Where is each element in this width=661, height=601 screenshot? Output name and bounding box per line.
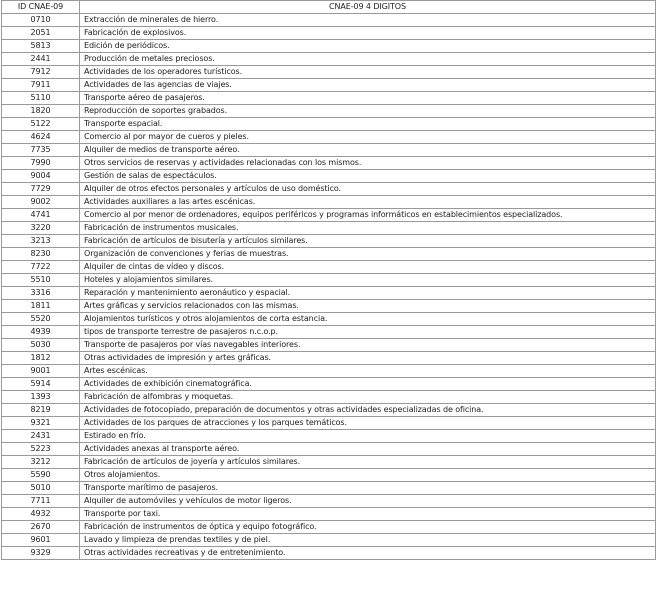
cnae-id-cell: 2431 — [2, 430, 80, 443]
table-row — [2, 170, 656, 183]
cnae-description-cell: Actividades de las agencias de viajes. — [80, 79, 656, 92]
table-row — [2, 66, 656, 79]
cnae-id-cell: 2670 — [2, 521, 80, 534]
table-row — [2, 508, 656, 521]
table-row — [2, 131, 656, 144]
table-row — [2, 287, 656, 300]
cnae-description-cell: Otros servicios de reservas y actividades relacionadas con los mismos. — [80, 157, 656, 170]
table-row — [2, 196, 656, 209]
cnae-id-cell: 5914 — [2, 378, 80, 391]
table-header — [2, 1, 656, 14]
cnae-description-cell: Fabricación de alfombras y moquetas. — [80, 391, 656, 404]
table-row — [2, 118, 656, 131]
cnae-id-cell: 7911 — [2, 79, 80, 92]
cnae-description-cell: Transporte aéreo de pasajeros. — [80, 92, 656, 105]
table-row — [2, 261, 656, 274]
cnae-id-cell: 1812 — [2, 352, 80, 365]
cnae-id-cell: 3220 — [2, 222, 80, 235]
table-row — [2, 79, 656, 92]
cnae-description-cell: Artes escénicas. — [80, 365, 656, 378]
cnae-description-cell: Alquiler de cintas de vídeo y discos. — [80, 261, 656, 274]
cnae-description-cell: Organización de convenciones y ferias de muestras. — [80, 248, 656, 261]
cnae-description-cell: Actividades de fotocopiado, preparación de documentos y otras actividades especializadas de oficina. — [80, 404, 656, 417]
cnae-id-cell: 3316 — [2, 287, 80, 300]
cnae-id-cell: 2051 — [2, 27, 80, 40]
table-row — [2, 391, 656, 404]
table-row — [2, 547, 656, 560]
table-row — [2, 40, 656, 53]
cnae-description-cell: Alquiler de medios de transporte aéreo. — [80, 144, 656, 157]
cnae-id-cell: 9001 — [2, 365, 80, 378]
cnae-id-cell: 5030 — [2, 339, 80, 352]
cnae-description-cell: Fabricación de explosivos. — [80, 27, 656, 40]
table-row — [2, 495, 656, 508]
cnae-description-cell: Reparación y mantenimiento aeronáutico y espacial. — [80, 287, 656, 300]
cnae-id-cell: 7912 — [2, 66, 80, 79]
cnae-id-cell: 0710 — [2, 14, 80, 27]
cnae-id-cell: 7735 — [2, 144, 80, 157]
table-row — [2, 53, 656, 66]
table-row — [2, 27, 656, 40]
cnae-description-cell: Actividades auxiliares a las artes escénicas. — [80, 196, 656, 209]
table-row — [2, 482, 656, 495]
cnae-description-cell: Comercio al por menor de ordenadores, equipos periféricos y programas informáticos en establecimientos especializados. — [80, 209, 656, 222]
cnae-description-cell: Otras actividades de impresión y artes gráficas. — [80, 352, 656, 365]
table-row — [2, 352, 656, 365]
table-row — [2, 105, 656, 118]
cnae-description-cell: Alquiler de otros efectos personales y artículos de uso doméstico. — [80, 183, 656, 196]
cnae-description-cell: Actividades de los operadores turísticos. — [80, 66, 656, 79]
column-header-description: CNAE-09 4 DIGITOS — [80, 1, 656, 14]
table-row — [2, 157, 656, 170]
table-row — [2, 404, 656, 417]
cnae-id-cell: 1811 — [2, 300, 80, 313]
table-row — [2, 443, 656, 456]
cnae-id-cell: 5223 — [2, 443, 80, 456]
cnae-description-cell: Otras actividades recreativas y de entretenimiento. — [80, 547, 656, 560]
header-row — [2, 1, 656, 14]
cnae-id-cell: 4932 — [2, 508, 80, 521]
cnae-id-cell: 5520 — [2, 313, 80, 326]
cnae-id-cell: 5590 — [2, 469, 80, 482]
column-header-id: ID CNAE-09 — [2, 1, 80, 14]
cnae-description-cell: Artes gráficas y servicios relacionados con las mismas. — [80, 300, 656, 313]
cnae-id-cell: 7990 — [2, 157, 80, 170]
cnae-id-cell: 4624 — [2, 131, 80, 144]
cnae-id-cell: 7722 — [2, 261, 80, 274]
cnae-id-cell: 9329 — [2, 547, 80, 560]
cnae-id-cell: 5122 — [2, 118, 80, 131]
cnae-id-cell: 9002 — [2, 196, 80, 209]
table-row — [2, 248, 656, 261]
cnae-description-cell: Alquiler de automóviles y vehículos de motor ligeros. — [80, 495, 656, 508]
cnae-id-cell: 3212 — [2, 456, 80, 469]
table-row — [2, 365, 656, 378]
table-row — [2, 521, 656, 534]
table-row — [2, 183, 656, 196]
cnae-table-container — [1, 0, 655, 560]
cnae-description-cell: Edición de periódicos. — [80, 40, 656, 53]
cnae-id-cell: 4939 — [2, 326, 80, 339]
cnae-description-cell: Otros alojamientos. — [80, 469, 656, 482]
cnae-description-cell: Transporte por taxi. — [80, 508, 656, 521]
cnae-description-cell: Actividades de exhibición cinematográfica. — [80, 378, 656, 391]
cnae-id-cell: 4741 — [2, 209, 80, 222]
cnae-id-cell: 8219 — [2, 404, 80, 417]
cnae-table — [1, 0, 656, 560]
cnae-id-cell: 2441 — [2, 53, 80, 66]
table-row — [2, 144, 656, 157]
table-row — [2, 222, 656, 235]
table-row — [2, 313, 656, 326]
table-row — [2, 430, 656, 443]
cnae-description-cell: Comercio al por mayor de cueros y pieles. — [80, 131, 656, 144]
cnae-description-cell: Lavado y limpieza de prendas textiles y de piel. — [80, 534, 656, 547]
table-row — [2, 469, 656, 482]
cnae-id-cell: 9004 — [2, 170, 80, 183]
cnae-description-cell: Extracción de minerales de hierro. — [80, 14, 656, 27]
table-row — [2, 378, 656, 391]
cnae-description-cell: Transporte marítimo de pasajeros. — [80, 482, 656, 495]
cnae-id-cell: 7711 — [2, 495, 80, 508]
cnae-description-cell: Fabricación de instrumentos musicales. — [80, 222, 656, 235]
cnae-description-cell: Estirado en frío. — [80, 430, 656, 443]
cnae-id-cell: 1393 — [2, 391, 80, 404]
cnae-id-cell: 3213 — [2, 235, 80, 248]
table-row — [2, 456, 656, 469]
cnae-description-cell: Reproducción de soportes grabados. — [80, 105, 656, 118]
cnae-id-cell: 5010 — [2, 482, 80, 495]
table-row — [2, 300, 656, 313]
table-row — [2, 209, 656, 222]
cnae-id-cell: 5110 — [2, 92, 80, 105]
cnae-id-cell: 7729 — [2, 183, 80, 196]
cnae-description-cell: Producción de metales preciosos. — [80, 53, 656, 66]
table-row — [2, 534, 656, 547]
cnae-id-cell: 8230 — [2, 248, 80, 261]
cnae-description-cell: Transporte de pasajeros por vías navegables interiores. — [80, 339, 656, 352]
table-row — [2, 235, 656, 248]
cnae-id-cell: 5813 — [2, 40, 80, 53]
cnae-description-cell: Alojamientos turísticos y otros alojamientos de corta estancia. — [80, 313, 656, 326]
cnae-description-cell: Transporte espacial. — [80, 118, 656, 131]
cnae-description-cell: Actividades anexas al transporte aéreo. — [80, 443, 656, 456]
cnae-id-cell: 9601 — [2, 534, 80, 547]
table-row — [2, 339, 656, 352]
cnae-description-cell: tipos de transporte terrestre de pasajeros n.c.o.p. — [80, 326, 656, 339]
cnae-description-cell: Fabricación de artículos de bisutería y artículos similares. — [80, 235, 656, 248]
table-row — [2, 92, 656, 105]
table-row — [2, 417, 656, 430]
table-row — [2, 274, 656, 287]
cnae-description-cell: Gestión de salas de espectáculos. — [80, 170, 656, 183]
cnae-id-cell: 5510 — [2, 274, 80, 287]
table-row — [2, 14, 656, 27]
table-row — [2, 326, 656, 339]
cnae-description-cell: Fabricación de instrumentos de óptica y equipo fotográfico. — [80, 521, 656, 534]
cnae-id-cell: 1820 — [2, 105, 80, 118]
cnae-description-cell: Fabricación de artículos de joyería y artículos similares. — [80, 456, 656, 469]
cnae-description-cell: Actividades de los parques de atracciones y los parques temáticos. — [80, 417, 656, 430]
table-body — [2, 14, 656, 560]
cnae-description-cell: Hoteles y alojamientos similares. — [80, 274, 656, 287]
cnae-id-cell: 9321 — [2, 417, 80, 430]
